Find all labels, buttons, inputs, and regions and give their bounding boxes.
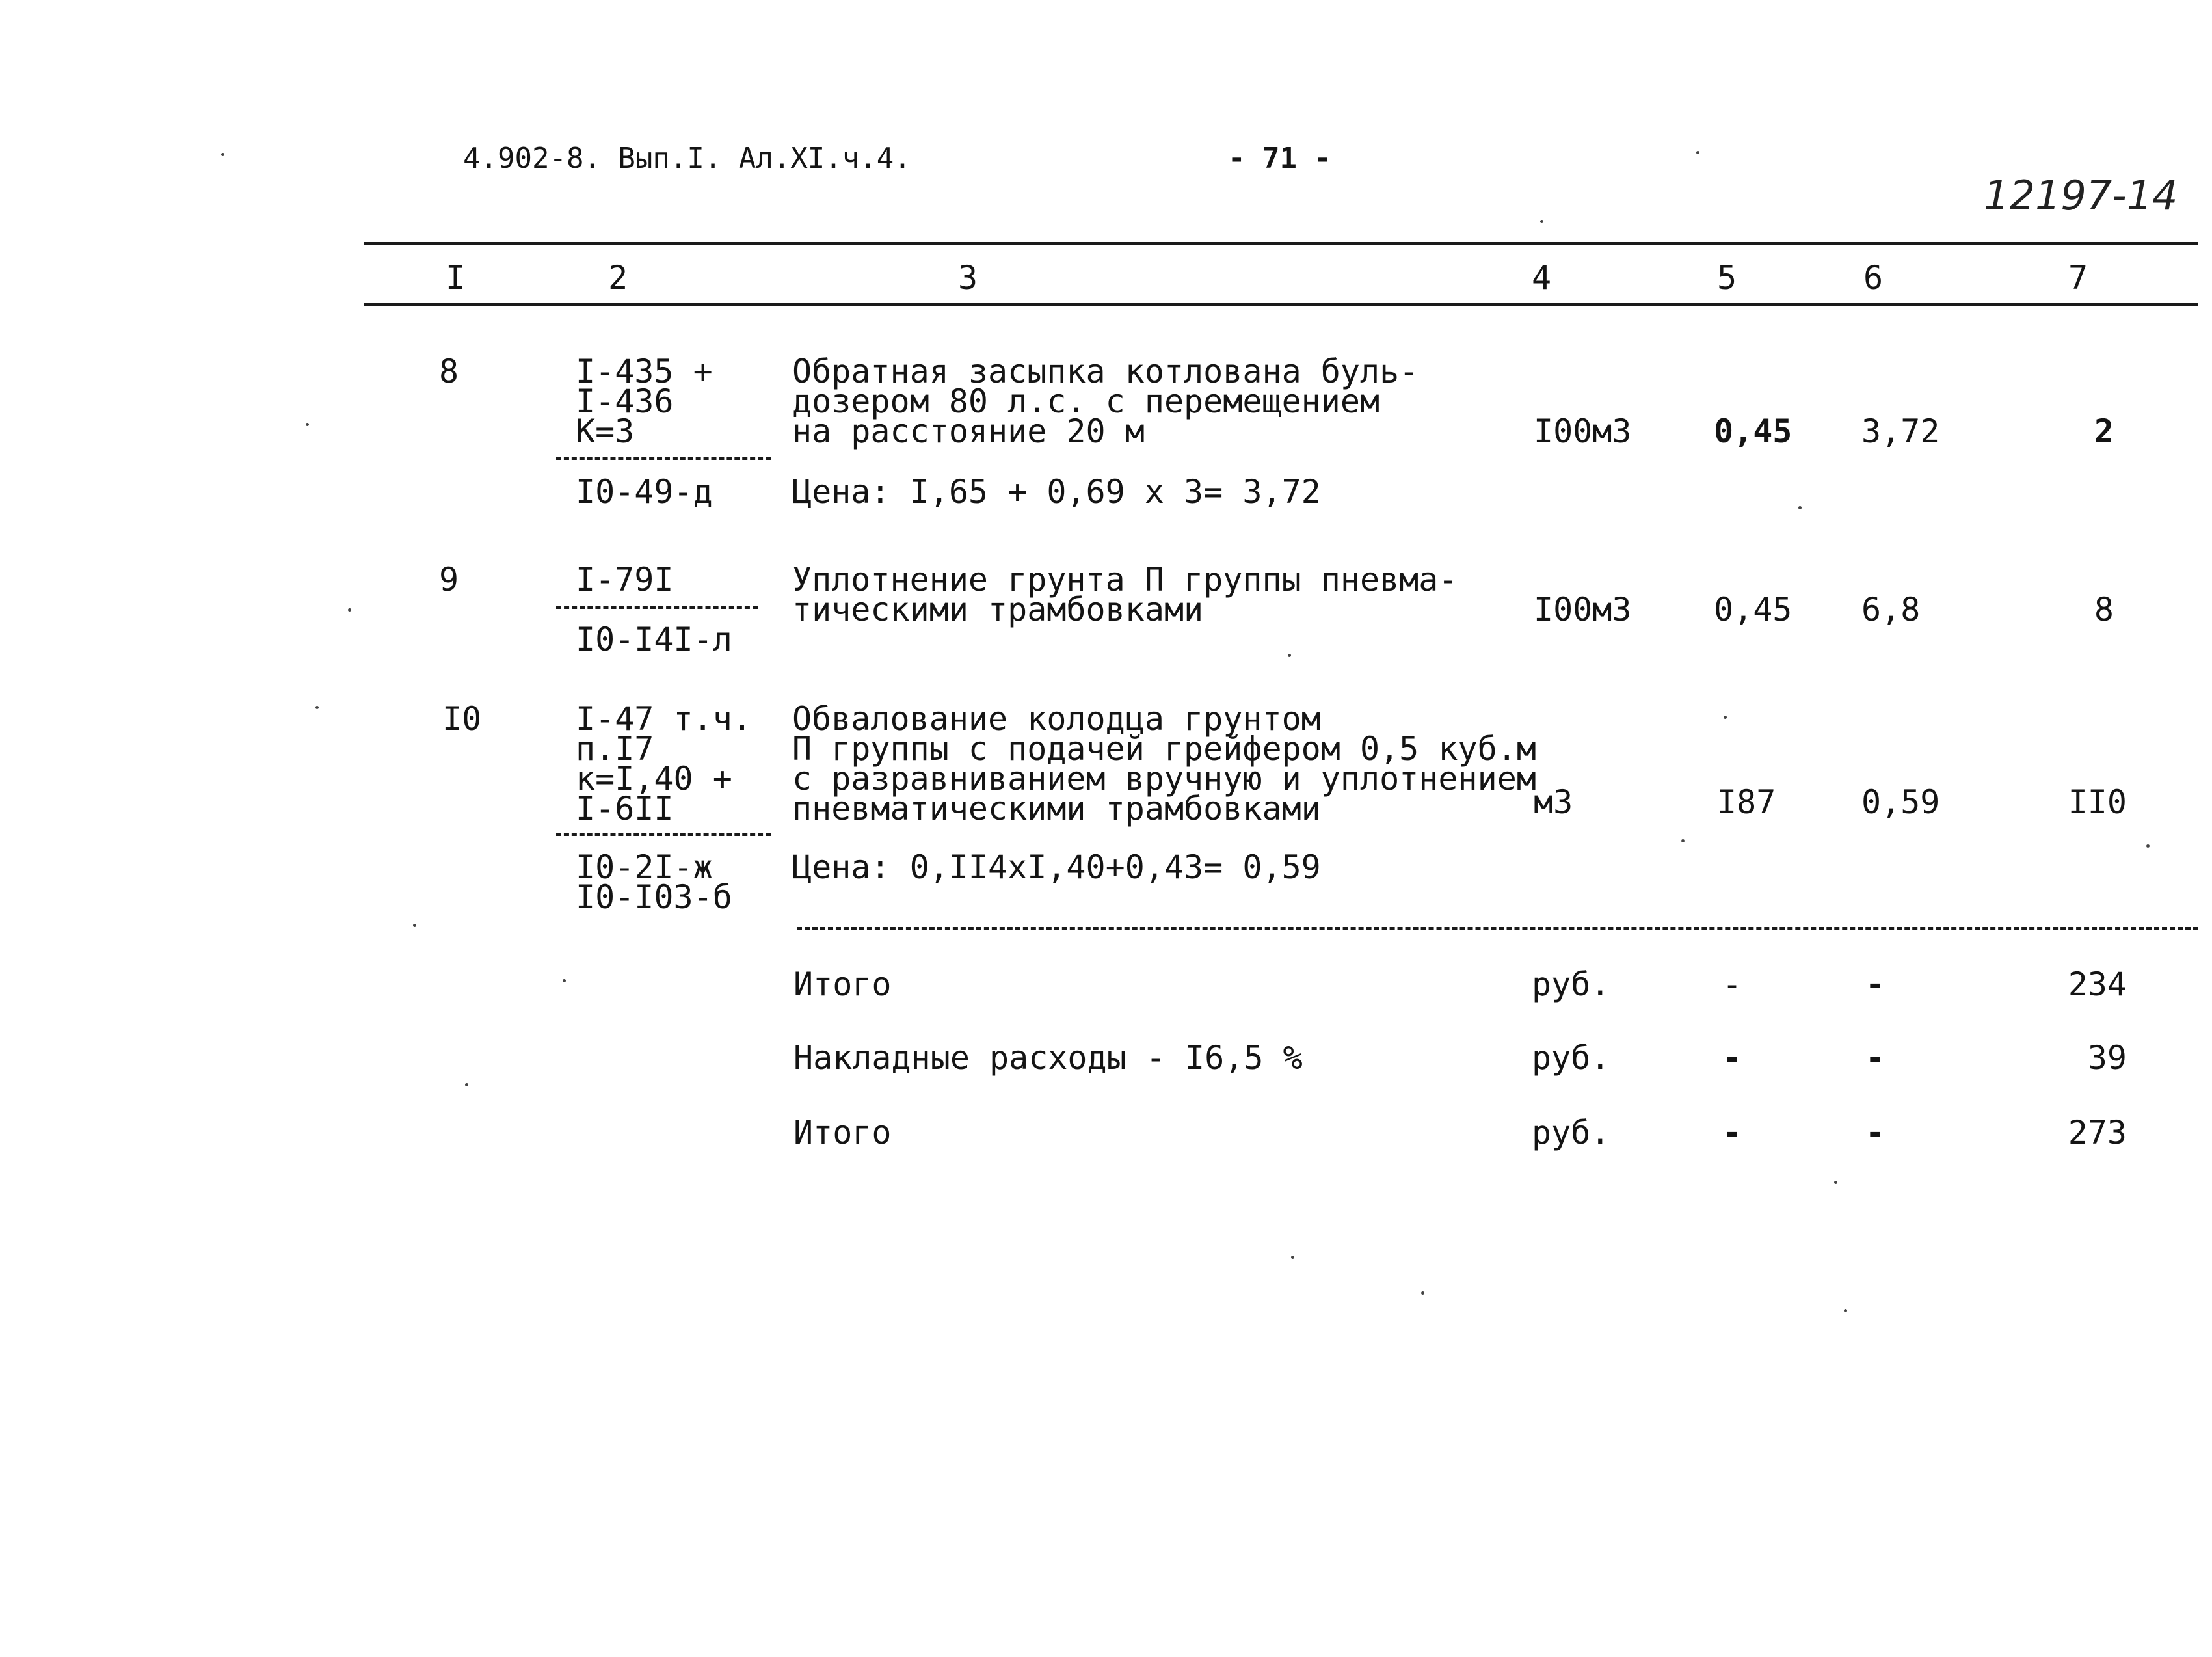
summary-total: 234 [2068,965,2127,1003]
quantity: 0,45 [1714,412,1792,450]
summary-unit: руб. [1532,965,1610,1003]
code-divider [556,457,771,460]
column-header-6: 6 [1863,259,1884,297]
page-number: - 71 - [1228,142,1331,175]
code-line: I-47 т.ч. [576,700,752,738]
scan-speck [1288,654,1291,657]
scan-speck [563,979,566,982]
column-header-7: 7 [2068,259,2088,297]
row-number: I0 [442,700,482,738]
code-line: I0-I4I-л [576,621,732,658]
unit: м3 [1534,783,1573,821]
scan-speck [1681,839,1685,842]
table-top-rule [364,242,2198,245]
scan-speck [1798,506,1802,509]
quantity: I87 [1717,783,1776,821]
scan-speck [1724,716,1727,719]
code-line: I0-I03-б [576,878,732,916]
scan-speck [1834,1181,1837,1184]
summary-label: Итого [793,1114,892,1152]
summary-label: Накладные расходы - I6,5 % [793,1039,1303,1077]
description-line: Обвалование колодца грунтом [792,700,1321,738]
scan-speck [348,608,351,612]
code-divider [556,606,758,609]
scan-speck [465,1083,468,1086]
column-header-2: 2 [607,259,628,297]
summary-col6: - [1865,965,1886,1003]
code-line: п.I7 [576,730,654,768]
scan-speck [306,423,309,426]
unit: I00м3 [1534,591,1632,628]
unit: I00м3 [1534,412,1632,450]
row-total: 2 [2094,412,2114,450]
document-reference: 4.902-8. Вып.I. Ал.XI.ч.4. [463,142,911,175]
scan-speck [315,706,319,709]
summary-unit: руб. [1532,1114,1610,1152]
description-line: дозером 80 л.с. с перемещением [792,383,1380,420]
summary-unit: руб. [1532,1039,1610,1077]
scan-speck [413,924,416,927]
description-line: пневматическими трамбовками [792,790,1321,828]
column-header-1: I [445,259,466,297]
summary-col5: - [1722,965,1742,1003]
description-line: П группы с подачей грейфером 0,5 куб.м [792,730,1536,768]
scan-speck [221,153,224,156]
scan-speck [1291,1256,1294,1259]
scan-speck [1696,151,1699,154]
price-note: Цена: 0,II4xI,40+0,43= 0,59 [792,848,1321,886]
description-line: Уплотнение грунта П группы пневма- [792,561,1458,599]
description-line: Обратная засыпка котлована буль- [792,353,1419,390]
description-line: с разравниванием вручную и уплотнением [792,760,1536,798]
summary-divider [797,927,2198,930]
code-line: I0-2I-ж [576,848,713,886]
price-note: Цена: I,65 + 0,69 x 3= 3,72 [792,473,1321,511]
unit-price: 6,8 [1861,591,1921,628]
quantity: 0,45 [1714,591,1792,628]
description-line: тическими трамбовками [792,591,1204,628]
row-total: II0 [2068,783,2127,821]
row-total: 8 [2094,591,2114,628]
row-number: 9 [439,561,459,599]
scan-speck [1421,1291,1424,1295]
summary-col6: - [1865,1114,1886,1152]
archive-number-handwritten: 12197-14 [1984,172,2178,219]
code-line: I-79I [576,561,674,599]
summary-col5: - [1722,1114,1742,1152]
column-header-4: 4 [1531,259,1552,297]
column-header-3: 3 [957,259,978,297]
code-line: к=I,40 + [576,760,732,798]
summary-col5: - [1722,1039,1742,1077]
summary-total: 273 [2068,1114,2127,1152]
description-line: на расстояние 20 м [792,412,1145,450]
code-line: I-435 + [576,353,713,390]
header-bottom-rule [364,303,2198,306]
unit-price: 3,72 [1861,412,1940,450]
scan-speck [1844,1309,1847,1312]
code-line: I-436 [576,383,674,420]
code-line: К=3 [576,412,635,450]
summary-label: Итого [793,965,892,1003]
code-divider [556,833,771,836]
code-line: I0-49-д [576,473,713,511]
scan-speck [2146,844,2150,848]
summary-total: 39 [2087,1039,2127,1077]
unit-price: 0,59 [1861,783,1940,821]
code-line: I-6II [576,790,674,828]
column-header-5: 5 [1716,259,1737,297]
row-number: 8 [439,353,459,390]
summary-col6: - [1865,1039,1886,1077]
scan-speck [1540,220,1543,223]
